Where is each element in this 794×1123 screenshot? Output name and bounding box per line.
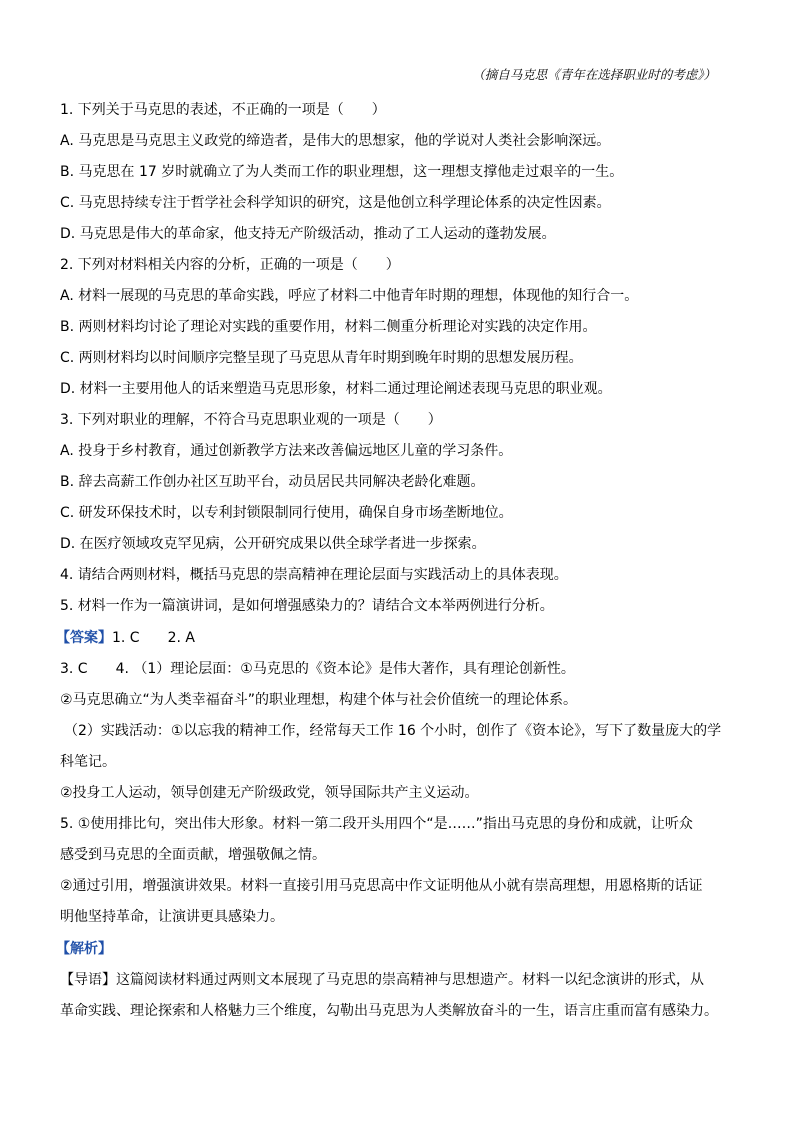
question-2-stem: 2. 下列对材料相关内容的分析，正确的一项是（ ） [60, 257, 400, 273]
answer-line-8: 感受到马克思的全面贡献，增强敬佩之情。 [60, 847, 326, 863]
answer-line-10: 明他坚持革命，让演讲更具感染力。 [60, 909, 284, 925]
question-3-option-c: C. 研发环保技术时，以专利封锁限制同行使用，确保自身市场垄断地位。 [60, 505, 513, 521]
answer-line-2: 3. C 4. （1）理论层面：①马克思的《资本论》是伟大著作，具有理论创新性。 [60, 661, 575, 677]
guide-tag: 【导语】 [60, 972, 116, 988]
question-3-option-a: A. 投身于乡村教育，通过创新教学方法来改善偏远地区儿童的学习条件。 [60, 443, 513, 459]
question-3-option-d: D. 在医疗领域攻克罕见病，公开研究成果以供全球学者进一步探索。 [60, 536, 486, 552]
source-citation: （摘自马克思《青年在选择职业时的考虑》） [472, 67, 716, 82]
question-2-option-c: C. 两则材料均以时间顺序完整呈现了马克思从青年时期到晚年时期的思想发展历程。 [60, 350, 583, 366]
answer-text-1: 1. C 2. A [112, 630, 195, 646]
question-1-option-b: B. 马克思在 17 岁时就确立了为人类而工作的职业理想，这一理想支撑他走过艰辛的一生。 [60, 164, 624, 180]
answer-line-7: 5. ①使用排比句，突出伟大形象。材料一第二段开头用四个“是……”指出马克思的身份和成就，让听众 [60, 816, 693, 832]
answer-tag: 【答案】 [56, 630, 112, 646]
answer-line-4: （2）实践活动：①以忘我的精神工作，经常每天工作 16 个小时，创作了《资本论》，写下了数量庞大的学 [64, 723, 722, 739]
answer-line-5: 科笔记。 [60, 754, 116, 770]
answer-line-9: ②通过引用，增强演讲效果。材料一直接引用马克思高中作文证明他从小就有崇高理想，用恩格斯的话证 [60, 878, 703, 894]
question-1-option-a: A. 马克思是马克思主义政党的缔造者，是伟大的思想家，他的学说对人类社会影响深远。 [60, 133, 611, 149]
question-3-stem: 3. 下列对职业的理解，不符合马克思职业观的一项是（ ） [60, 412, 442, 428]
guide-line-1 [60, 970, 704, 990]
question-1-option-d: D. 马克思是伟大的革命家，他支持无产阶级活动，推动了工人运动的蓬勃发展。 [60, 226, 556, 242]
analysis-tag: 【解析】 [56, 941, 112, 957]
guide-text-1: 这篇阅读材料通过两则文本展现了马克思的崇高精神与思想遗产。材料一以纪念演讲的形式，从 [116, 972, 704, 988]
question-4-stem: 4. 请结合两则材料，概括马克思的崇高精神在理论层面与实践活动上的具体表现。 [60, 567, 568, 583]
analysis-heading [56, 939, 112, 959]
answer-line-1 [56, 628, 195, 648]
question-1-stem: 1. 下列关于马克思的表述，不正确的一项是（ ） [60, 102, 386, 118]
guide-line-2: 革命实践、理论探索和人格魅力三个维度，勾勒出马克思为人类解放奋斗的一生，语言庄重而富有感染力。 [60, 1003, 718, 1019]
question-5-stem: 5. 材料一作为一篇演讲词，是如何增强感染力的？请结合文本举两例进行分析。 [60, 598, 554, 614]
question-2-option-d: D. 材料一主要用他人的话来塑造马克思形象，材料二通过理论阐述表现马克思的职业观。 [60, 381, 612, 397]
question-2-option-b: B. 两则材料均讨论了理论对实践的重要作用，材料二侧重分析理论对实践的决定作用。 [60, 319, 597, 335]
answer-line-6: ②投身工人运动，领导创建无产阶级政党，领导国际共产主义运动。 [60, 785, 479, 801]
question-2-option-a: A. 材料一展现的马克思的革命实践，呼应了材料二中他青年时期的理想，体现他的知行合一。 [60, 288, 639, 304]
question-1-option-c: C. 马克思持续专注于哲学社会科学知识的研究，这是他创立科学理论体系的决定性因素。 [60, 195, 611, 211]
question-3-option-b: B. 辞去高薪工作创办社区互助平台，动员居民共同解决老龄化难题。 [60, 474, 485, 490]
answer-line-3: ②马克思确立“为人类幸福奋斗”的职业理想，构建个体与社会价值统一的理论体系。 [60, 692, 578, 708]
